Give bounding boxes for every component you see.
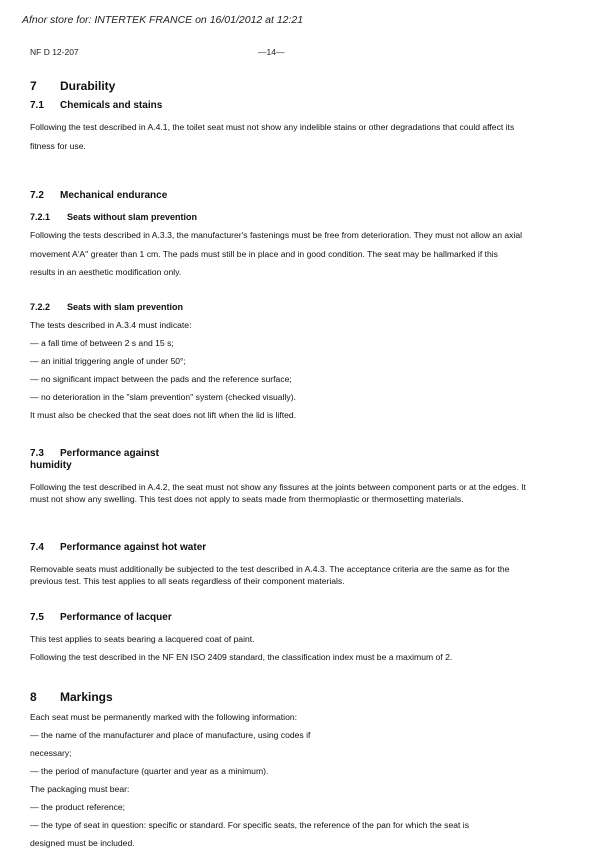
list-item: — no significant impact between the pads and the reference surface;: [30, 374, 292, 384]
section-number: 7.5: [30, 612, 44, 623]
section-title: Performance of lacquer: [60, 612, 172, 623]
section-title: Mechanical endurance: [60, 190, 168, 201]
list-item: — a fall time of between 2 s and 15 s;: [30, 338, 174, 348]
section-number: 7.2.1: [30, 212, 51, 222]
list-item: — the name of the manufacturer and place of manufacture, using codes if: [30, 730, 311, 740]
section-7-2-heading: [30, 190, 167, 201]
list-item: — the product reference;: [30, 802, 126, 812]
list-item: — the period of manufacture (quarter and year as a minimum).: [30, 766, 269, 776]
section-title: Seats without slam prevention: [67, 212, 198, 222]
section-7-2-2-heading: [30, 302, 183, 312]
section-8-intro: Each seat must be permanently marked with the following information:: [30, 712, 298, 722]
section-7-2-1-heading: [30, 212, 197, 222]
section-title: Seats with slam prevention: [67, 302, 184, 312]
section-number: 7.4: [30, 542, 44, 553]
page-number: —14—: [258, 47, 285, 57]
section-title: Performance against humidity: [30, 448, 159, 471]
list-item-continued: designed must be included.: [30, 838, 135, 848]
watermark-text: Afnor store for: INTERTEK FRANCE on 16/01/2012 at 12:21: [22, 14, 304, 26]
section-title: Performance against hot water: [60, 542, 207, 553]
section-7-3-heading: [30, 448, 180, 472]
list-item: — the type of seat in question: specific or standard. For specific seats, the reference of the pan for which the seat is: [30, 820, 469, 830]
list-item-continued: necessary;: [30, 748, 72, 758]
section-title: Durability: [60, 79, 116, 93]
section-7-1-heading: [30, 100, 162, 111]
section-7-5-heading: [30, 612, 172, 623]
section-7-4-heading: [30, 542, 206, 553]
section-7-heading: [30, 79, 115, 93]
section-7-5-line-2: Following the test described in the NF EN ISO 2409 standard, the classification index must be a maximum of 2.: [30, 652, 453, 662]
section-7-2-1-text: Following the tests described in A.3.3, the manufacturer's fastenings must be free from deterioration. They must not allow an axial movement A'A'' greater than 1 cm. The pads must still be in place and in good condition. The seat may be hallmarked if this results in an aesthetic modification only.: [30, 230, 523, 277]
section-number: 7.1: [30, 100, 44, 111]
section-8-heading: [30, 690, 113, 704]
section-7-1-text: Following the test described in A.4.1, the toilet seat must not show any indelible stains or other degradations that could affect its fitness for use.: [30, 122, 515, 151]
section-7-2-2-intro: The tests described in A.3.4 must indicate:: [30, 320, 192, 330]
section-number: 8: [30, 690, 37, 704]
section-7-2-2-outro: It must also be checked that the seat does not lift when the lid is lifted.: [30, 410, 297, 420]
section-7-4-text: Removable seats must additionally be subjected to the test described in A.4.3. The acceptance criteria are the same as for the previous test. This test applies to all seats regardless of their component materials.: [30, 564, 510, 586]
section-title: Markings: [60, 690, 113, 704]
section-number: 7: [30, 79, 37, 93]
standard-reference: NF D 12-207: [30, 47, 79, 57]
section-number: 7.2: [30, 190, 44, 201]
packaging-intro: The packaging must bear:: [30, 784, 130, 794]
section-title: Chemicals and stains: [60, 100, 163, 111]
section-7-3-text: Following the test described in A.4.2, the seat must not show any fissures at the joints between component parts or at the edges. It must not show any swelling. This test does not apply to seats made from thermoplastic or thermosetting materials.: [30, 482, 526, 504]
section-7-5-line-1: This test applies to seats bearing a lacquered coat of paint.: [30, 634, 255, 644]
list-item: — an initial triggering angle of under 50°;: [30, 356, 186, 366]
list-item: — no deterioration in the "slam prevention" system (checked visually).: [30, 392, 296, 402]
section-number: 7.3: [30, 448, 44, 459]
section-number: 7.2.2: [30, 302, 51, 312]
